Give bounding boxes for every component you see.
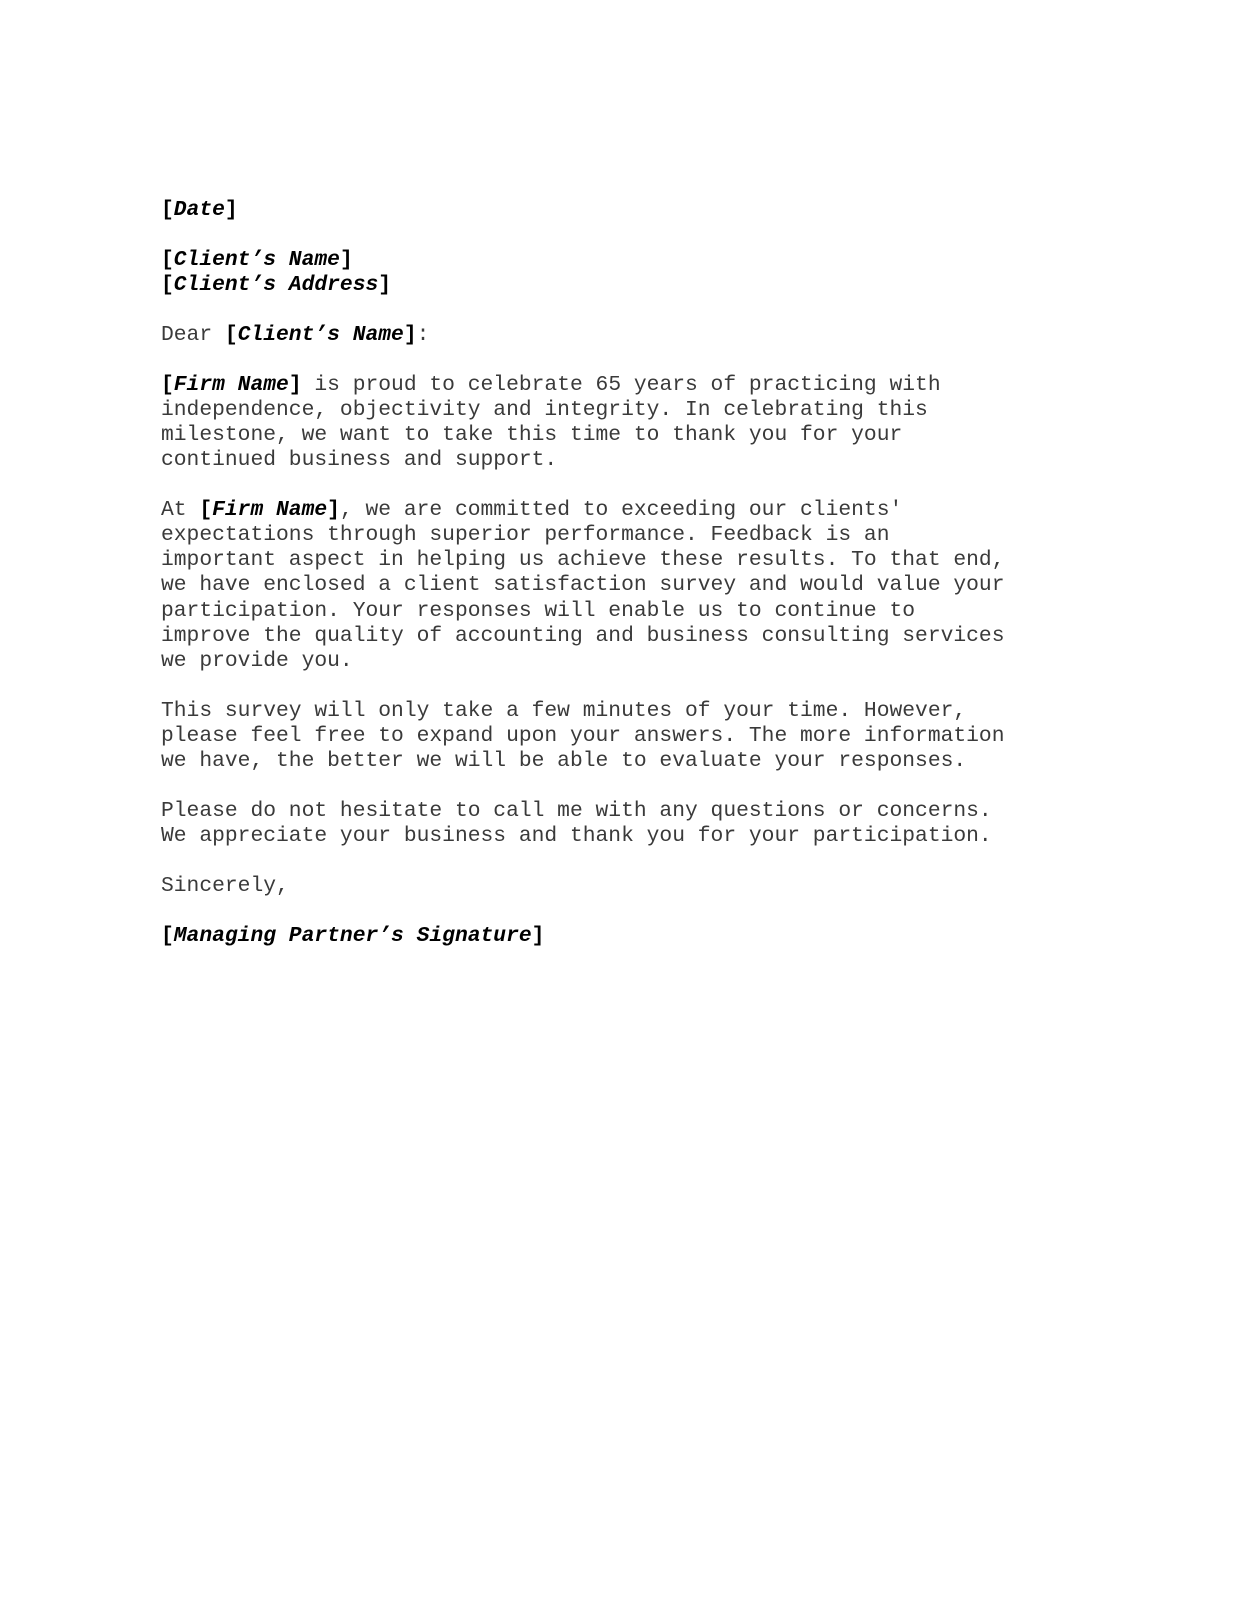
paragraph-2-line-5: participation. Your responses will enable us to continue to <box>161 598 916 623</box>
closing-block <box>161 874 1061 899</box>
paragraph-1-line-3: milestone, we want to take this time to thank you for your <box>161 422 903 447</box>
paragraph-4-line-2: We appreciate your business and thank you for your participation. <box>161 824 992 849</box>
closing: Sincerely, <box>161 873 289 898</box>
paragraph-1-line-1: is proud to celebrate 65 years of practicing with <box>301 372 941 397</box>
salutation-name-text: Client’s Name <box>237 322 404 347</box>
client-name-text: Client’s Name <box>173 247 340 272</box>
client-address-placeholder: [Client’s Address] <box>161 272 392 297</box>
date-block <box>161 198 1061 223</box>
paragraph-2-line-1: , we are committed to exceeding our clients' <box>339 497 903 522</box>
client-address-text: Client’s Address <box>173 272 379 297</box>
firm-name-placeholder: [Firm Name] <box>199 497 340 522</box>
signature-text: Managing Partner’s Signature <box>173 923 532 948</box>
paragraph-3-line-2: please feel free to expand upon your answers. The more information <box>161 723 1005 748</box>
paragraph-1 <box>161 373 1061 474</box>
signature-block <box>161 924 1061 949</box>
date-placeholder: [Date] <box>161 198 238 222</box>
signature-placeholder: [Managing Partner’s Signature] <box>161 923 545 948</box>
paragraph-3-line-3: we have, the better we will be able to evaluate your responses. <box>161 749 967 774</box>
salutation <box>161 323 1061 348</box>
recipient-block <box>161 248 1061 298</box>
paragraph-4 <box>161 799 1061 849</box>
paragraph-2 <box>161 498 1061 674</box>
paragraph-2-line-7: we provide you. <box>161 649 353 673</box>
paragraph-2-line-2: expectations through superior performance. Feedback is an <box>161 523 890 548</box>
salutation-suffix: : <box>416 322 430 347</box>
paragraph-2-line-4: we have enclosed a client satisfaction survey and would value your <box>161 573 1005 598</box>
paragraph-1-line-2: independence, objectivity and integrity. In celebrating this <box>161 397 928 422</box>
paragraph-4-line-1: Please do not hesitate to call me with any questions or concerns. <box>161 798 992 823</box>
paragraph-2-line-6: improve the quality of accounting and business consulting services <box>161 623 1005 648</box>
client-name-placeholder: [Client’s Name] <box>161 247 353 272</box>
salutation-prefix: Dear <box>161 322 225 347</box>
letter-page <box>161 198 1061 973</box>
firm-name-placeholder: [Firm Name] <box>161 372 302 397</box>
paragraph-1-line-4: continued business and support. <box>161 448 558 473</box>
paragraph-3-line-1: This survey will only take a few minutes of your time. However, <box>161 698 967 723</box>
firm-name-text: Firm Name <box>173 372 289 397</box>
paragraph-3 <box>161 699 1061 775</box>
firm-name-text: Firm Name <box>212 497 328 522</box>
date-text: Date <box>173 198 225 222</box>
paragraph-2-line-1-prefix: At <box>161 497 200 522</box>
paragraph-2-line-3: important aspect in helping us achieve these results. To that end, <box>161 548 1005 573</box>
salutation-name-placeholder: [Client’s Name] <box>224 322 417 347</box>
